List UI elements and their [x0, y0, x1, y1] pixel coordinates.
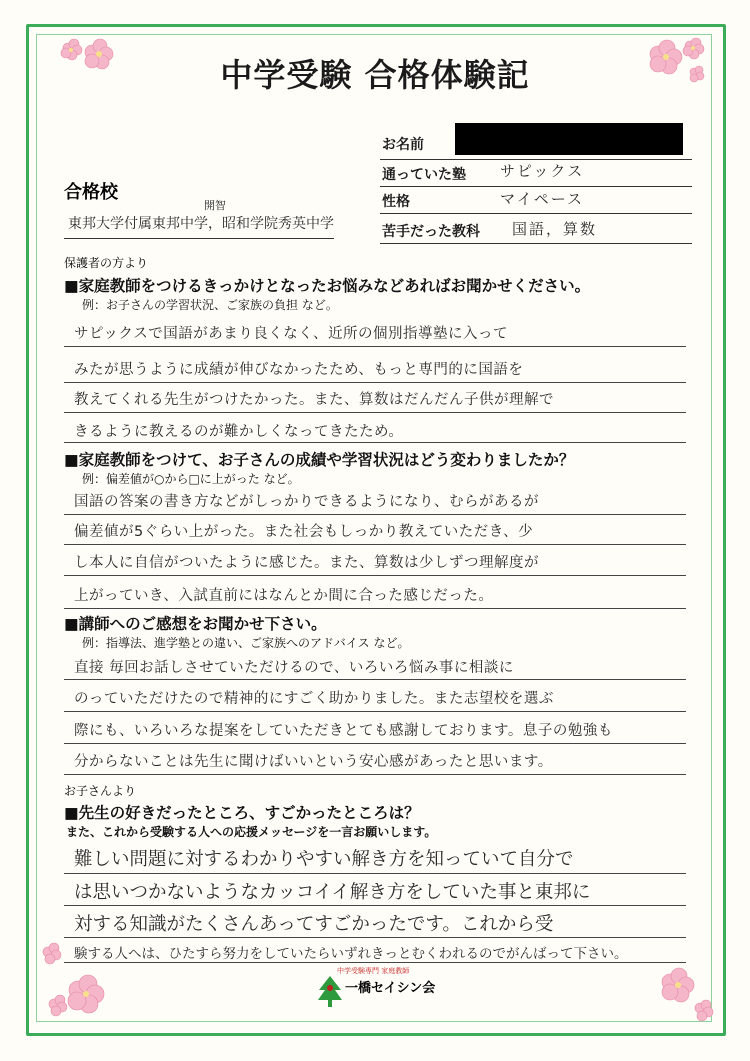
answer-3-rule-4: [64, 774, 686, 775]
answer-4-line-3: 対する知識がたくさんあってすごかったです。これから受: [74, 914, 554, 935]
juku-value: サピックス: [500, 162, 585, 180]
page-title: 中学受験 合格体験記: [220, 56, 530, 94]
answer-4-rule-4: [64, 962, 686, 963]
weak-subject-value: 国語，算数: [512, 220, 598, 238]
answer-1-rule-2: [64, 382, 686, 383]
passed-school-underline: [64, 238, 334, 239]
question-1: ■家庭教師をつけるきっかけとなったお悩みなどあればお聞かせください。: [64, 277, 591, 295]
answer-3-rule-3: [64, 743, 686, 744]
answer-3-line-3: 際にも、いろいろな提案をしていただきとても感謝しております。息子の勉強も: [74, 723, 613, 739]
answer-3-rule-2: [64, 711, 686, 712]
answer-2-rule-4: [64, 608, 686, 609]
juku-underline: [380, 186, 692, 187]
question-4-example: また、これから受験する人への応援メッセージを一言お願いします。: [66, 825, 437, 839]
logo-tagline: 中学受験専門 家庭教師: [337, 967, 410, 975]
passed-school-label: 合格校: [64, 182, 118, 203]
personality-value: マイペース: [500, 190, 584, 208]
question-3-example: 例：指導法、進学塾との違い、ご家族へのアドバイス など。: [82, 636, 410, 650]
tree-logo-icon: [317, 974, 343, 1008]
logo-company-name: 一橋セイシン会: [345, 981, 436, 996]
question-2-example: 例：偏差値が○から□に上がった など。: [82, 472, 300, 486]
answer-3-line-2: のっていただけたので精神的にすごく助かりました。また志望校を選ぶ: [74, 691, 554, 707]
flower-cluster-bottom-right: [648, 960, 718, 1030]
weak-subject-underline: [380, 243, 692, 244]
answer-3-rule-1: [64, 679, 686, 680]
answer-2-line-2: 偏差値が5ぐらい上がった。また社会もしっかり教えていただき、少: [74, 524, 534, 540]
weak-subject-label: 苦手だった教科: [382, 224, 480, 240]
passed-school-annotation: 開智: [204, 199, 226, 212]
answer-1-rule-1: [64, 346, 686, 347]
answer-4-line-2: は思いつかないようなカッコイイ解き方をしていた事と東邦に: [74, 882, 591, 903]
answer-4-rule-2: [64, 905, 686, 906]
name-label: お名前: [382, 137, 424, 153]
parent-section-heading: 保護者の方より: [64, 256, 149, 270]
answer-4-rule-3: [64, 937, 686, 938]
answer-1-rule-3: [64, 412, 686, 413]
answer-3-line-1: 直接 毎回お話しさせていただけるので、いろいろ悩み事に相談に: [74, 660, 514, 676]
answer-2-line-1: 国語の答案の書き方などがしっかりできるようになり、むらがあるが: [74, 494, 539, 510]
answer-1-rule-4: [64, 442, 686, 443]
answer-2-line-3: し本人に自信がついたように感じた。また、算数は少しずつ理解度が: [74, 555, 539, 571]
question-2: ■家庭教師をつけて、お子さんの成績や学習状況はどう変わりましたか？: [64, 451, 575, 469]
question-4: ■先生の好きだったところ、すごかったところは？: [64, 804, 420, 822]
redacted-name: [455, 123, 683, 155]
answer-1-line-1: サピックスで国語があまり良くなく、近所の個別指導塾に入って: [74, 326, 508, 342]
answer-2-rule-3: [64, 575, 686, 576]
personality-label: 性格: [382, 194, 410, 210]
child-section-heading: お子さんより: [64, 784, 137, 798]
personality-underline: [380, 213, 692, 214]
juku-label: 通っていた塾: [382, 167, 466, 183]
question-1-example: 例：お子さんの学習状況、ご家族の負担 など。: [82, 298, 338, 312]
answer-2-line-4: 上がっていき、入試直前にはなんとか間に合った感じだった。: [74, 588, 494, 604]
answer-1-line-4: きるように教えるのが難かしくなってきたため。: [74, 424, 404, 440]
answer-4-line-4: 験する人へは、ひたすら努力をしていたらいずれきっとむくわれるのでがんばって下さい。: [74, 946, 628, 962]
passed-school-value: 東邦大学付属東邦中学，昭和学院秀英中学: [68, 216, 334, 232]
answer-3-line-4: 分からないことは先生に聞けばいいという安心感があったと思います。: [74, 754, 553, 770]
question-3: ■講師へのご感想をお聞かせ下さい。: [64, 615, 327, 633]
answer-1-line-2: みたが思うように成績が伸びなかったため、もっと専門的に国語を: [74, 362, 524, 378]
answer-4-rule-1: [64, 873, 686, 874]
answer-1-line-3: 教えてくれる先生がつけたかった。また、算数はだんだん子供が理解で: [74, 392, 554, 408]
company-logo: [317, 966, 436, 1011]
answer-2-rule-2: [64, 544, 686, 545]
answer-2-rule-1: [64, 514, 686, 515]
answer-4-line-1: 難しい問題に対するわかりやすい解き方を知っていて自分で: [74, 849, 574, 870]
